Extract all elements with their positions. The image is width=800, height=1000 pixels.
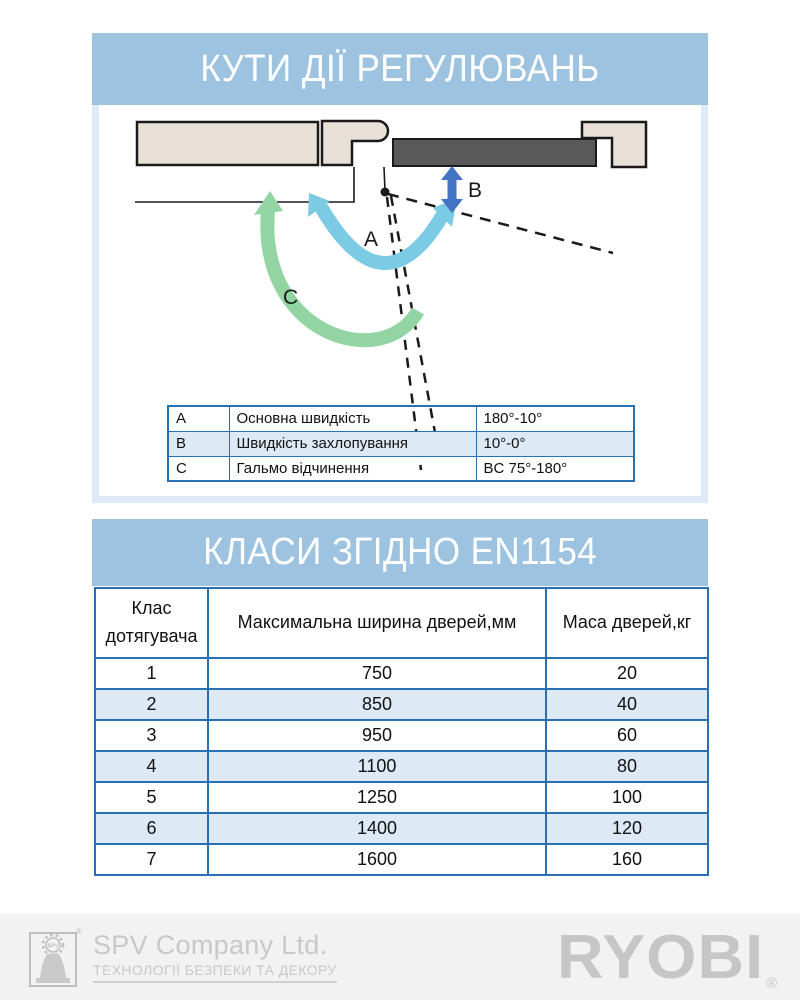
label-a: A xyxy=(364,228,379,251)
label-c: C xyxy=(283,286,299,309)
cell: 1400 xyxy=(208,813,546,844)
table-row xyxy=(95,751,708,782)
spv-logo-block xyxy=(28,926,337,988)
panel1-title-bar xyxy=(92,33,708,105)
table-row xyxy=(95,813,708,844)
panel1-body xyxy=(92,105,708,503)
cell-key: B xyxy=(168,431,229,456)
cell: 80 xyxy=(546,751,708,782)
spv-company-name: SPV Company Ltd. xyxy=(93,929,328,960)
table-row xyxy=(95,720,708,751)
cell-name: Основна швидкість xyxy=(229,406,476,431)
svg-text:®: ® xyxy=(76,927,82,936)
spv-tagline: ТЕХНОЛОГІЇ БЕЗПЕКИ ТА ДЕКОРУ xyxy=(93,962,337,983)
cell: 3 xyxy=(95,720,208,751)
wall-line xyxy=(135,167,354,202)
table-row xyxy=(95,844,708,875)
ryobi-registered-mark: ® xyxy=(765,975,777,992)
cell: 7 xyxy=(95,844,208,875)
cell: 1 xyxy=(95,658,208,689)
cell-value: 180°-10° xyxy=(476,406,634,431)
arc-a xyxy=(321,207,445,263)
table-row xyxy=(95,782,708,813)
ryobi-wordmark: RYOBI xyxy=(556,923,764,992)
cell-key: A xyxy=(168,406,229,431)
cell: 1600 xyxy=(208,844,546,875)
cell-value: BC 75°-180° xyxy=(476,456,634,481)
col-class-header: Клас дотягувача xyxy=(95,588,208,658)
cell-name: Швидкість захлопування xyxy=(229,431,476,456)
col-mass-header: Маса дверей,кг xyxy=(546,588,708,658)
cell: 20 xyxy=(546,658,708,689)
table-row xyxy=(95,658,708,689)
panel2-title-bar xyxy=(92,519,708,586)
panel1-title: КУТИ ДІЇ РЕГУЛЮВАНЬ xyxy=(200,47,600,90)
cell: 1100 xyxy=(208,751,546,782)
frame-jamb-left xyxy=(322,121,388,165)
cell-name: Гальмо відчинення xyxy=(229,456,476,481)
cell: 850 xyxy=(208,689,546,720)
cell: 6 xyxy=(95,813,208,844)
cell: 1250 xyxy=(208,782,546,813)
table-header-row xyxy=(95,588,708,658)
cell-value: 10°-0° xyxy=(476,431,634,456)
panel2-title: КЛАСИ ЗГІДНО EN1154 xyxy=(202,531,598,573)
cell: 160 xyxy=(546,844,708,875)
footer xyxy=(0,913,800,1000)
table-row xyxy=(168,431,634,456)
cell: 60 xyxy=(546,720,708,751)
spv-text-block xyxy=(93,931,337,983)
cell: 120 xyxy=(546,813,708,844)
cell: 950 xyxy=(208,720,546,751)
arc-c-arrowhead xyxy=(254,191,283,215)
cell: 750 xyxy=(208,658,546,689)
cell: 40 xyxy=(546,689,708,720)
ryobi-logo xyxy=(556,923,777,992)
cell: 2 xyxy=(95,689,208,720)
table-row xyxy=(95,689,708,720)
table-row xyxy=(168,406,634,431)
cell: 100 xyxy=(546,782,708,813)
cell: 5 xyxy=(95,782,208,813)
label-b: B xyxy=(468,179,483,202)
spv-emblem-icon xyxy=(28,926,84,988)
spv-emblem-text: SPV xyxy=(47,943,59,950)
cell: 4 xyxy=(95,751,208,782)
door-edge-line xyxy=(384,167,385,191)
adjustments-legend-table xyxy=(167,405,635,482)
col-width-header: Максимальна ширина дверей,мм xyxy=(208,588,546,658)
table-row xyxy=(168,456,634,481)
cell-key: C xyxy=(168,456,229,481)
door-leaf-rect xyxy=(393,139,596,166)
en1154-classes-table xyxy=(94,587,709,876)
wall-left-rect xyxy=(137,122,318,165)
